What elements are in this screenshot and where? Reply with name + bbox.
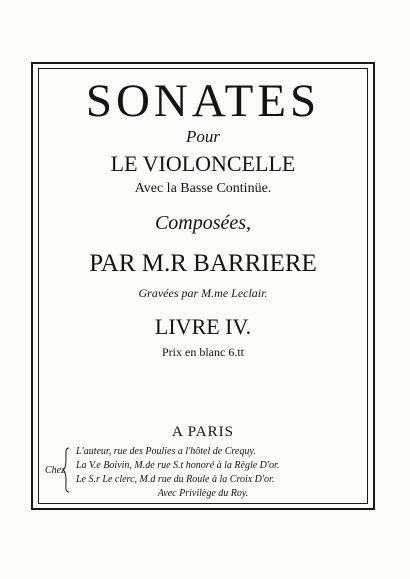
composees-text: Composées,: [154, 212, 252, 234]
composer-name: PAR M.R BARRIERE: [89, 250, 317, 277]
continuo-text: Avec la Basse Continüe.: [134, 181, 272, 196]
pour-text: Pour: [186, 127, 220, 146]
address-line: La V.e Boivin, M.de rue S.t honoré à la Règle D'or.: [76, 460, 280, 471]
book-number: LIVRE IV.: [154, 314, 252, 339]
privilege-text: Avec Privilège du Roy.: [157, 488, 249, 499]
address-line: L'auteur, rue des Poulies a l'hôtel de Crequy.: [76, 446, 256, 457]
instrument-heading: LE VIOLONCELLE: [110, 151, 296, 176]
price-text: Prix en blanc 6.tt: [162, 345, 244, 359]
chez-label: Chez: [45, 465, 65, 476]
brace-icon: [62, 447, 70, 493]
title: SONATES: [85, 75, 321, 127]
address-line: Le S.r Le clerc, M.d rue du Roule à la Croix D'or.: [76, 474, 275, 485]
engraver-credit: Gravées par M.me Leclair.: [138, 286, 268, 300]
city-text: A PARIS: [172, 424, 234, 440]
